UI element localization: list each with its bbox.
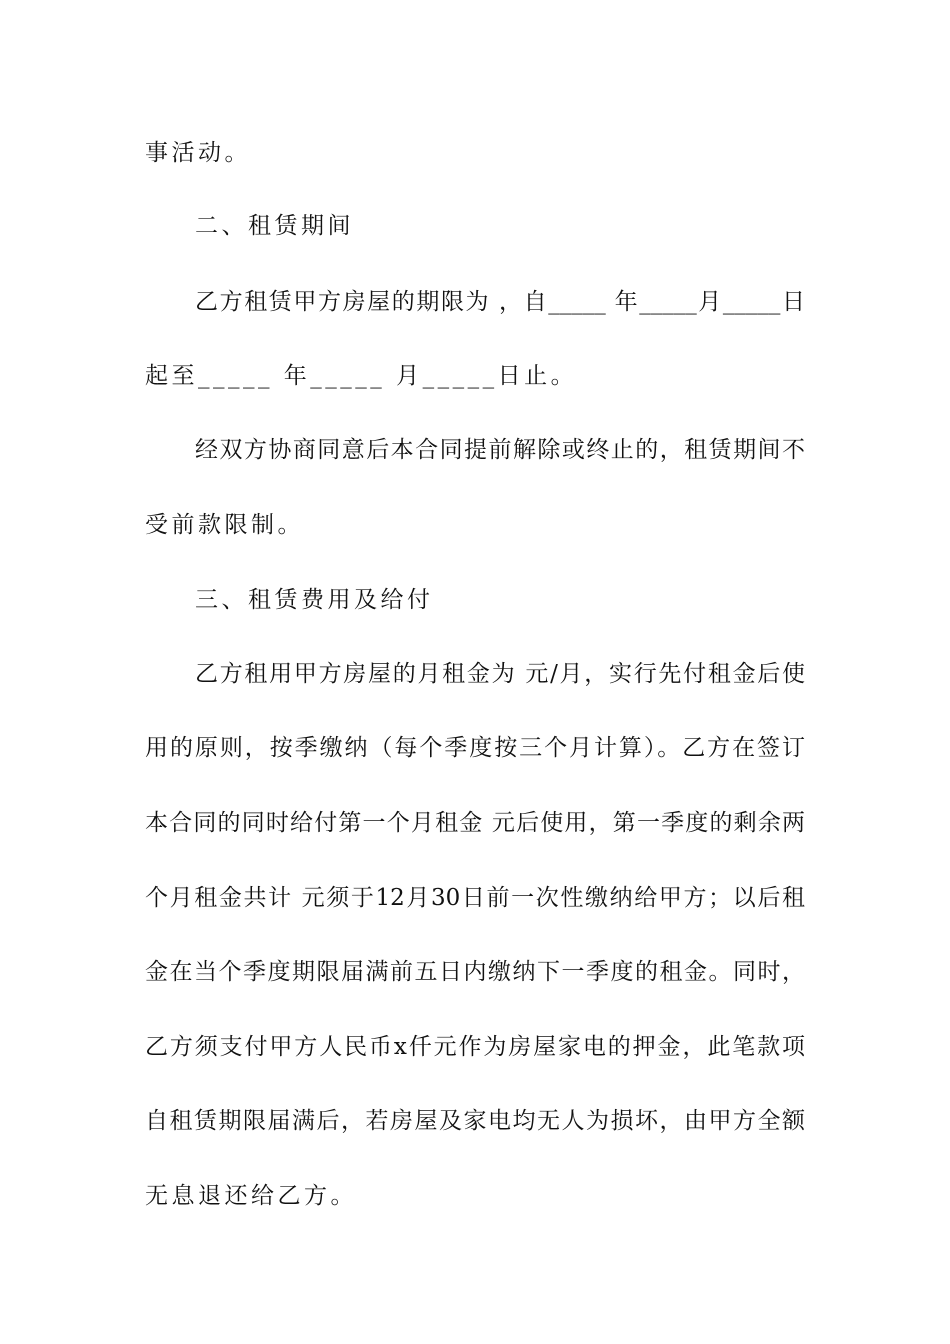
- section-heading-rent-payment: 三、租赁费用及给付: [195, 587, 434, 613]
- paragraph-line: 本合同的同时给付第一个月租金 元后使用，第一季度的剩余两: [145, 810, 805, 836]
- paragraph-line: 乙方须支付甲方人民币x仟元作为房屋家电的押金，此笔款项: [145, 1034, 805, 1060]
- paragraph-line: 个月租金共计 元须于12月30日前一次性缴纳给甲方；以后租: [145, 885, 805, 911]
- section-heading-lease-term: 二、租赁期间: [195, 213, 354, 239]
- paragraph-line: 受前款限制。: [145, 512, 304, 538]
- paragraph-line: 经双方协商同意后本合同提前解除或终止的，租赁期间不: [195, 437, 805, 463]
- paragraph-line: 自租赁期限届满后，若房屋及家电均无人为损坏，由甲方全额: [145, 1108, 805, 1134]
- paragraph-line: 乙方租用甲方房屋的月租金为 元/月，实行先付租金后使: [195, 661, 805, 687]
- paragraph-line: 用的原则，按季缴纳（每个季度按三个月计算）。乙方在签订: [145, 735, 805, 761]
- paragraph-line: 金在当个季度期限届满前五日内缴纳下一季度的租金。同时，: [145, 959, 805, 985]
- paragraph-line: 乙方租赁甲方房屋的期限为 ，自_____ 年_____月_____日: [195, 289, 805, 315]
- paragraph-line: 事活动。: [145, 140, 251, 166]
- paragraph-line: 起至_____ 年_____ 月_____日止。: [145, 363, 578, 389]
- paragraph-line: 无息退还给乙方。: [145, 1183, 357, 1209]
